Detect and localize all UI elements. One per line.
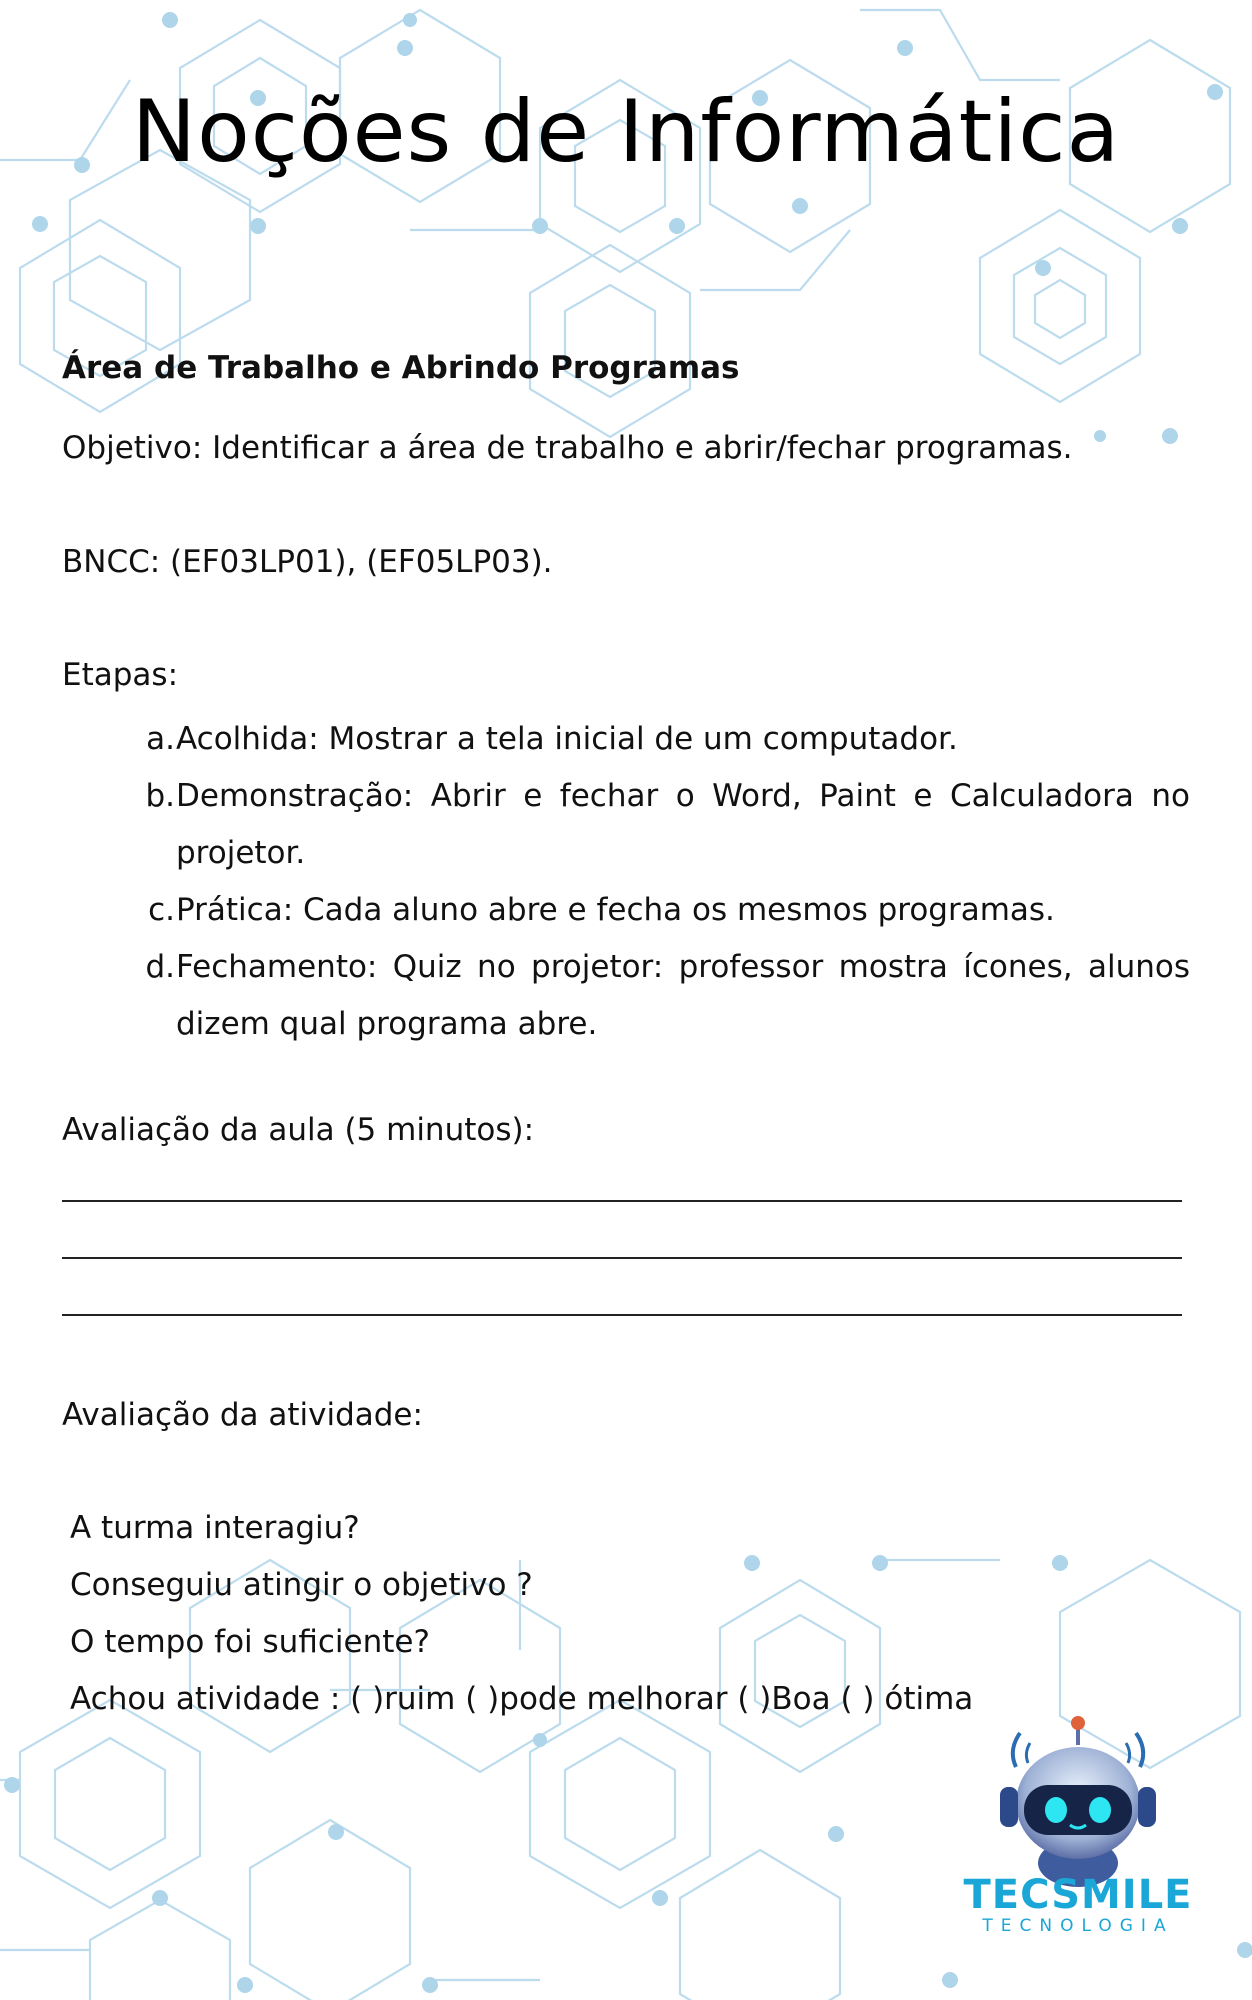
page-title: Noções de Informática <box>131 82 1121 182</box>
steps-list <box>140 711 1190 1053</box>
list-item <box>140 768 1190 882</box>
list-item-text: Prática: Cada aluno abre e fecha os mesmos programas. <box>176 892 1055 928</box>
list-item-text: Fechamento: Quiz no projetor: professor mostra ícones, alunos dizem qual programa abre. <box>176 949 1190 1042</box>
list-marker: d. <box>145 949 175 985</box>
question-item: Conseguiu atingir o objetivo ? <box>70 1567 533 1603</box>
class-evaluation-label: Avaliação da aula (5 minutos): <box>62 1112 535 1148</box>
list-item <box>140 882 1190 939</box>
activity-evaluation-label: Avaliação da atividade: <box>62 1397 423 1433</box>
list-marker: a. <box>146 721 175 757</box>
answer-line[interactable] <box>62 1200 1182 1202</box>
brand-name: TECSMILE <box>963 1872 1193 1918</box>
question-item: O tempo foi suficiente? <box>70 1624 430 1660</box>
objective-text: Objetivo: Identificar a área de trabalho e abrir/fechar programas. <box>62 430 1073 466</box>
lesson-subtitle: Área de Trabalho e Abrindo Programas <box>62 350 740 386</box>
answer-line[interactable] <box>62 1257 1182 1259</box>
brand-tagline: TECNOLOGIA <box>982 1916 1174 1936</box>
bncc-text: BNCC: (EF03LP01), (EF05LP03). <box>62 544 553 580</box>
steps-label: Etapas: <box>62 657 179 693</box>
question-item: Achou atividade : ( )ruim ( )pode melhorar ( )Boa ( ) ótima <box>70 1681 974 1717</box>
list-item-text: Demonstração: Abrir e fechar o Word, Paint e Calculadora no projetor. <box>176 778 1190 871</box>
list-item <box>140 939 1190 1053</box>
list-marker: c. <box>148 892 175 928</box>
answer-line[interactable] <box>62 1314 1182 1316</box>
list-marker: b. <box>145 778 175 814</box>
question-item: A turma interagiu? <box>70 1510 360 1546</box>
list-item <box>140 711 1190 768</box>
list-item-text: Acolhida: Mostrar a tela inicial de um computador. <box>176 721 958 757</box>
